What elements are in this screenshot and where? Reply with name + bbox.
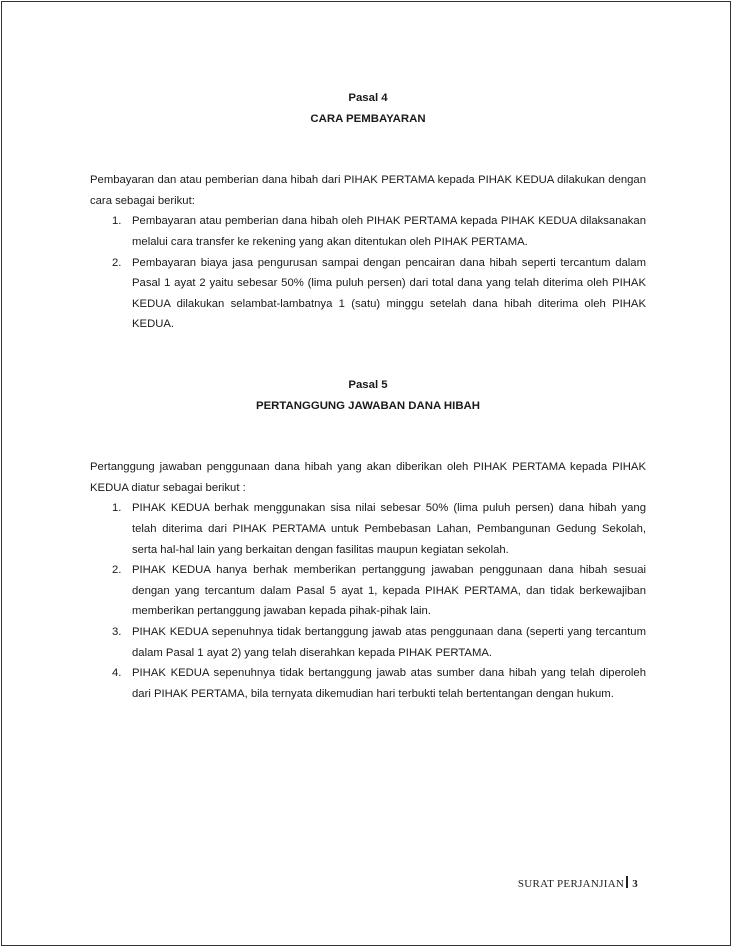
list-item bbox=[90, 253, 646, 335]
list-item-number: 2. bbox=[112, 564, 122, 577]
page-content bbox=[90, 88, 646, 700]
list-item bbox=[90, 211, 646, 252]
list-item-number: 1. bbox=[112, 215, 122, 228]
list-item-text: PIHAK KEDUA hanya berhak memberikan pertanggung jawaban penggunaan dana hibah sesuai dengan yang tercantum dalam Pasal 5 ayat 1, kepada PIHAK PERTAMA, dan tidak berkewajiban memberikan pertanggung jawaban kepada pihak-pihak lain. bbox=[132, 564, 646, 618]
list-item bbox=[90, 622, 646, 663]
list-item-number: 1. bbox=[112, 502, 122, 515]
list-item-text: PIHAK KEDUA sepenuhnya tidak bertanggung jawab atas penggunaan dana (seperti yang tercantum dalam Pasal 1 ayat 2) yang telah diserahkan kepada PIHAK PERTAMA. bbox=[132, 625, 646, 659]
list-item-text: Pembayaran biaya jasa pengurusan sampai dengan pencairan dana hibah seperti tercantum dalam Pasal 1 ayat 2 yaitu sebesar 50% (lima puluh persen) dari total dana yang telah diterima oleh PIHAK KEDUA dilakukan selambat-lambatnya 1 (satu) minggu setelah dana hibah diterima oleh PIHAK KEDUA. bbox=[132, 256, 646, 331]
list-item-number: 2. bbox=[112, 256, 122, 269]
footer-label: SURAT PERJANJIAN bbox=[517, 878, 625, 890]
list-item-text: PIHAK KEDUA sepenuhnya tidak bertanggung jawab atas sumber dana hibah yang telah diperoleh dari PIHAK PERTAMA, bila ternyata dikemudian hari terbukti telah bertentangan dengan hukum. bbox=[132, 667, 646, 700]
list-item bbox=[90, 498, 646, 560]
section4-list bbox=[90, 211, 646, 335]
section5-title: PERTANGGUNG JAWABAN DANA HIBAH bbox=[255, 399, 481, 412]
section5-intro: Pertanggung jawaban penggunaan dana hibah yang akan diberikan oleh PIHAK PERTAMA kepada PIHAK KEDUA diatur sebagai berikut : bbox=[90, 461, 646, 494]
page-footer bbox=[518, 876, 638, 890]
list-item bbox=[90, 560, 646, 622]
section5-list bbox=[90, 498, 646, 704]
page-number: 3 bbox=[632, 878, 638, 890]
section4-intro: Pembayaran dan atau pemberian dana hibah dari PIHAK PERTAMA kepada PIHAK KEDUA dilakukan dengan cara sebagai berikut: bbox=[90, 174, 646, 207]
section5-pasal-heading: Pasal 5 bbox=[348, 379, 388, 391]
list-item bbox=[90, 663, 646, 704]
list-item-number: 4. bbox=[112, 667, 122, 680]
footer-divider bbox=[626, 876, 628, 888]
document-page bbox=[1, 1, 731, 946]
list-item-text: Pembayaran atau pemberian dana hibah oleh PIHAK PERTAMA kepada PIHAK KEDUA dilaksanakan melalui cara transfer ke rekening yang akan ditentukan oleh PIHAK PERTAMA. bbox=[132, 215, 646, 248]
section4-title: CARA PEMBAYARAN bbox=[310, 112, 426, 125]
list-item-text: PIHAK KEDUA berhak menggunakan sisa nilai sebesar 50% (lima puluh persen) dana hibah yang telah diterima dari PIHAK PERTAMA untuk Pembebasan Lahan, Pembangunan Gedung Sekolah, serta hal-hal lain yang berkaitan dengan fasilitas maupun kegiatan sekolah. bbox=[132, 502, 646, 556]
list-item-number: 3. bbox=[112, 625, 122, 638]
section4-pasal-heading: Pasal 4 bbox=[348, 92, 388, 104]
section5-block bbox=[90, 375, 646, 704]
